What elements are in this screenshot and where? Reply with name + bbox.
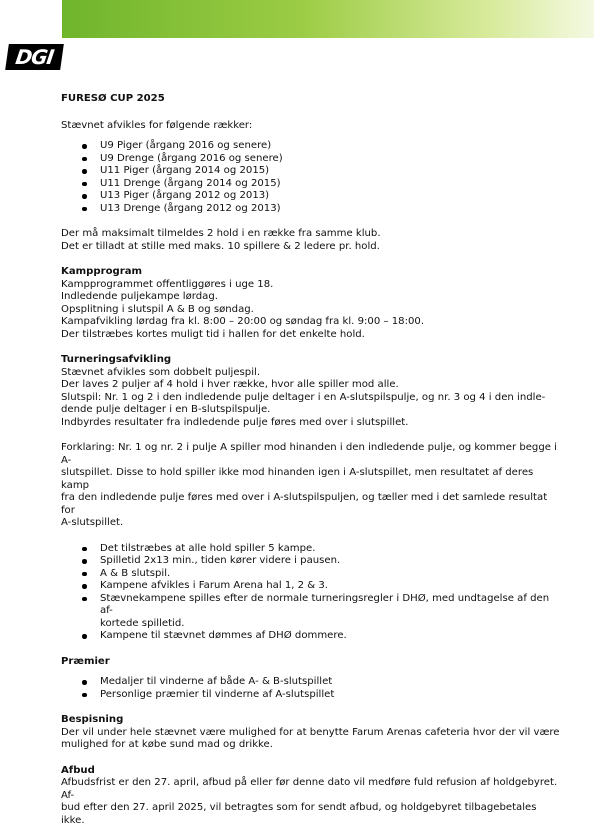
text-line: Der vil under hele stævnet være mulighed for at benytte Farum Arenas cafeteria hvor der vil være xyxy=(61,726,560,738)
bullet-icon xyxy=(82,207,87,212)
bullet-icon xyxy=(82,572,87,577)
section-heading-afbud: Afbud xyxy=(61,764,95,776)
text-line: slutspillet. Disse to hold spiller ikke mod hinanden igen i A-slutspillet, men resultatet af deres kamp xyxy=(61,467,534,491)
section-heading-kampprogram: Kampprogram xyxy=(61,266,143,277)
dgi-logo: DGI xyxy=(5,44,64,70)
bullet-icon xyxy=(82,584,87,589)
list-item: U9 Drenge (årgang 2016 og senere) xyxy=(61,153,561,166)
text-line: Afbudsfrist er den 27. april, afbud på eller før denne dato vil medføre fuld refusion af holdgebyret. Af- xyxy=(61,777,558,801)
list-item: Personlige præmier til vinderne af A-slutspillet xyxy=(61,689,561,702)
bullet-icon xyxy=(82,693,87,698)
bullet-icon xyxy=(82,144,87,149)
bullet-icon xyxy=(82,547,87,552)
bullet-icon xyxy=(82,680,87,685)
text-line: Slutspil: Nr. 1 og 2 i den indledende pulje deltager i en A-slutspilspulje, og nr. 3 og 4 i den indle- xyxy=(61,391,546,403)
text-line: Indledende puljekampe lørdag. xyxy=(61,291,218,302)
section-heading-praemier: Præmier xyxy=(61,655,110,667)
text-line: fra den indledende pulje føres med over i A-slutspilspuljen, og tæller med i det samlede resultat for xyxy=(61,492,548,516)
bullet-icon xyxy=(82,597,87,602)
bullet-icon xyxy=(82,634,87,639)
bullet-icon xyxy=(82,182,87,187)
list-item: U11 Piger (årgang 2014 og 2015) xyxy=(61,165,561,178)
bullet-icon xyxy=(82,194,87,199)
bullet-icon xyxy=(82,169,87,174)
category-list xyxy=(61,140,561,215)
bullet-icon xyxy=(82,559,87,564)
rule-line: Der må maksimalt tilmeldes 2 hold i en række fra samme klub. xyxy=(61,228,381,239)
list-item: U11 Drenge (årgang 2014 og 2015) xyxy=(61,178,561,191)
text-line: bud efter den 27. april 2025, vil betragtes som for sendt afbud, og holdgebyret tilbagebetales ikke. xyxy=(61,802,537,826)
text-line: Kampprogrammet offentliggøres i uge 18. xyxy=(61,278,274,290)
praemier-list xyxy=(61,676,561,701)
text-line: Forklaring: Nr. 1 og nr. 2 i pulje A spiller mod hinanden i den indledende pulje, og kommer begge i A- xyxy=(61,442,557,466)
text-line: Opsplitning i slutspil A & B og søndag. xyxy=(61,303,254,315)
header-banner xyxy=(62,0,594,38)
intro-text: Stævnet afvikles for følgende rækker: xyxy=(61,119,253,131)
text-line: A-slutspillet. xyxy=(61,517,124,528)
section-heading-turneringsafvikling: Turneringsafvikling xyxy=(61,354,172,365)
list-item: Medaljer til vinderne af både A- & B-slutspillet xyxy=(61,676,561,689)
text-line: Der tilstræbes kortes muligt tid i hallen for det enkelte hold. xyxy=(61,328,365,340)
document-title: FURESØ CUP 2025 xyxy=(61,93,165,104)
list-item: U13 Drenge (årgang 2012 og 2013) xyxy=(61,203,561,216)
list-item: Kampene til stævnet dømmes af DHØ dommere. xyxy=(61,630,561,643)
list-item: Det tilstræbes at alle hold spiller 5 kampe. xyxy=(61,543,561,556)
list-item: Kampene afvikles i Farum Arena hal 1, 2 & 3. xyxy=(61,580,561,593)
text-line: mulighed for at købe sund mad og drikke. xyxy=(61,739,273,750)
text-line: dende pulje deltager i en B-slutspilspulje. xyxy=(61,404,271,415)
list-item: A & B slutspil. xyxy=(61,568,561,581)
turnering-list xyxy=(61,543,561,643)
list-item: U13 Piger (årgang 2012 og 2013) xyxy=(61,190,561,203)
list-item: Spilletid 2x13 min., tiden kører videre i pausen. xyxy=(61,555,561,568)
list-item: Stævnekampene spilles efter de normale turneringsregler i DHØ, med undtagelse af den af- kortede spilletid. xyxy=(61,593,561,631)
document-body xyxy=(61,93,561,827)
text-line: Indbyrdes resultater fra indledende pulje føres med over i slutspillet. xyxy=(61,416,409,428)
text-line: Der laves 2 puljer af 4 hold i hver række, hvor alle spiller mod alle. xyxy=(61,379,399,390)
text-line: Stævnet afvikles som dobbelt puljespil. xyxy=(61,366,261,378)
rule-line: Det er tilladt at stille med maks. 10 spillere & 2 ledere pr. hold. xyxy=(61,240,380,252)
list-item: U9 Piger (årgang 2016 og senere) xyxy=(61,140,561,153)
section-heading-bespisning: Bespisning xyxy=(61,714,124,725)
bullet-icon xyxy=(82,157,87,162)
text-line: Kampafvikling lørdag fra kl. 8:00 – 20:00 og søndag fra kl. 9:00 – 18:00. xyxy=(61,316,425,327)
